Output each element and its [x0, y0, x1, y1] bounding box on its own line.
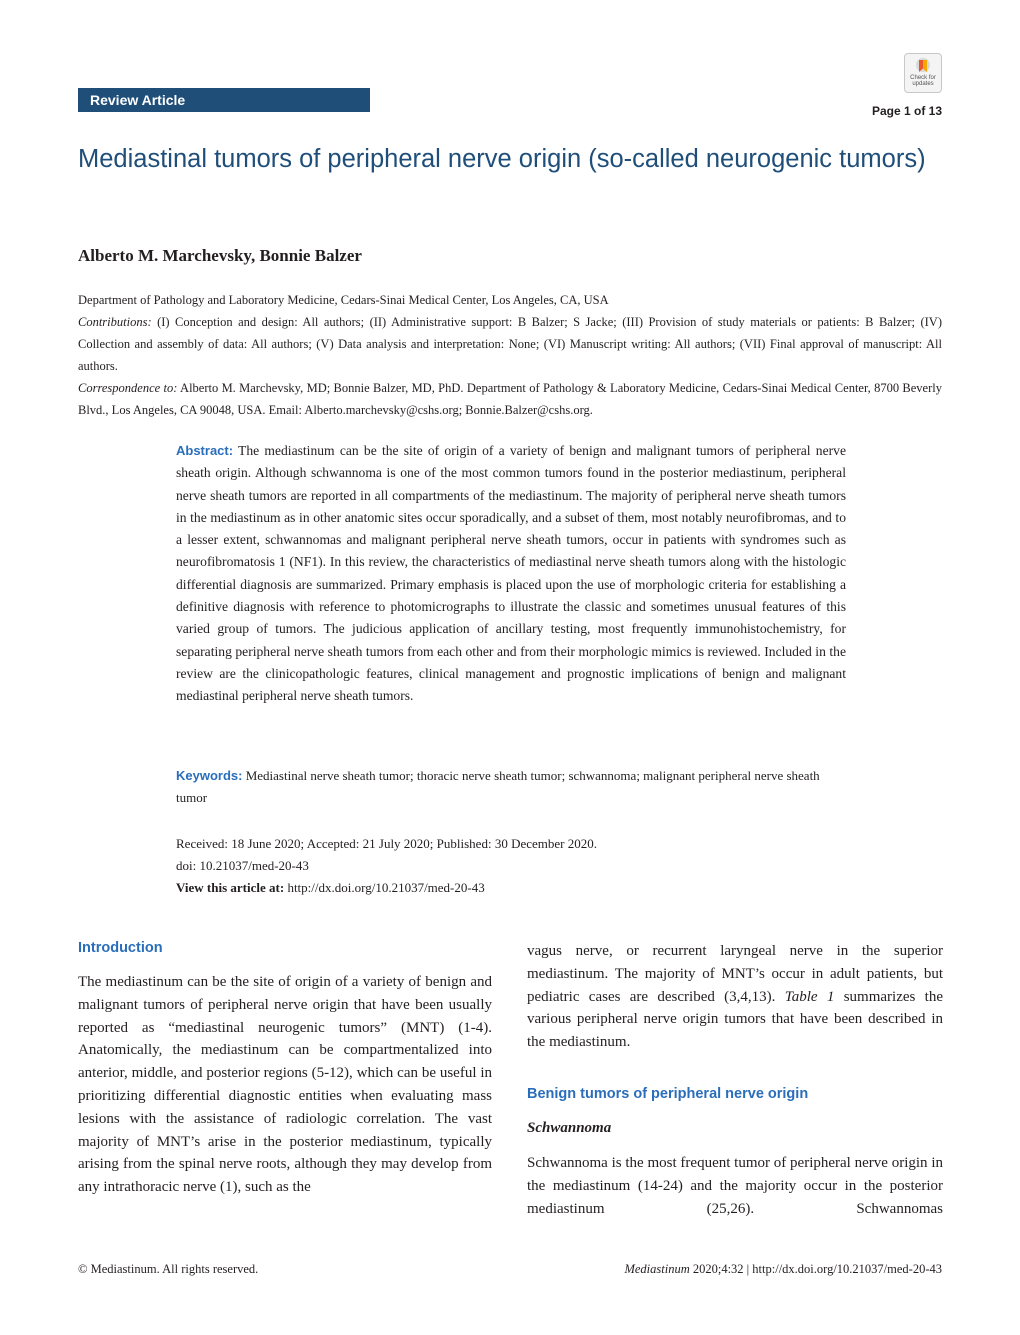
- correspondence: [78, 377, 942, 421]
- citation-text: 2020;4:32 | http://dx.doi.org/10.21037/med-20-43: [689, 1262, 942, 1276]
- article-title: Mediastinal tumors of peripheral nerve origin (so-called neurogenic tumors): [78, 145, 926, 173]
- abstract-text: The mediastinum can be the site of origin of a variety of benign and malignant tumors of peripheral nerve sheath origin. Although schwannoma is one of the most common tumors found in the posterior mediastinum, peripheral nerve sheath tumors are reported in all compartments of the mediastinum. The majority of peripheral nerve sheath tumors in the mediastinum as in other anatomic sites occur sporadically, and a subset of them, most notably neurofibromas, and to a lesser extent, schwannomas and malignant peripheral nerve sheath tumors, occur in patients with syndromes such as neurofibromatosis 1 (NF1). In this review, the characteristics of mediastinal nerve sheath tumors along with the histologic differential diagnosis are summarized. Primary emphasis is placed upon the use of morphologic criteria for establishing a definitive diagnosis with reference to photomicrographs to illustrate the classic and sometimes unusual features of this varied group of tumors. The judicious application of ancillary testing, most frequently immunohistochemistry, for separating peripheral nerve sheath tumors from each other and from their morphologic mimics is reviewed. Included in the review are the clinicopathologic features, clinical management and prognostic implications of benign and malignant mediastinal peripheral nerve sheath tumors.: [176, 443, 846, 704]
- contributions-text: (I) Conception and design: All authors; (II) Administrative support: B Balzer; S Jacke; (III) Provision of study materials or patients: B Balzer; (IV) Collection and assembly of data: All authors; (V) Data analysis and interpretation: None; (VI) Manuscript writing: All authors; (VII) Final approval of manuscript: All authors.: [78, 315, 942, 373]
- body-column-right-top: [527, 940, 943, 1054]
- intro-paragraph-continued: [527, 940, 943, 1054]
- check-updates-sublabel: updates: [912, 81, 934, 87]
- section-heading-benign-tumors: Benign tumors of peripheral nerve origin: [527, 1086, 809, 1102]
- keywords-label: Keywords:: [176, 768, 243, 783]
- contributions-label: Contributions:: [78, 315, 152, 329]
- footer-copyright: © Mediastinum. All rights reserved.: [78, 1262, 259, 1276]
- publication-dates: Received: 18 June 2020; Accepted: 21 July 2020; Published: 30 December 2020.: [176, 836, 597, 851]
- author-list: Alberto M. Marchevsky, Bonnie Balzer: [78, 246, 362, 265]
- subsection-heading-schwannoma: Schwannoma: [527, 1120, 612, 1136]
- body-column-right-bottom: [527, 1152, 943, 1220]
- affiliation: Department of Pathology and Laboratory Medicine, Cedars-Sinai Medical Center, Los Angeles, CA, USA: [78, 293, 609, 307]
- article-type-badge: Review Article: [78, 88, 370, 112]
- view-article-link[interactable]: http://dx.doi.org/10.21037/med-20-43: [284, 880, 485, 895]
- abstract: [176, 440, 846, 708]
- intro-continued-text: vagus nerve, or recurrent laryngeal nerve in the superior mediastinum. The majority of MNT’s occur in adult patients, but pediatric cases are described (3,4,13).: [527, 943, 943, 1005]
- intro-paragraph: The mediastinum can be the site of origin of a variety of benign and malignant tumors of peripheral nerve origin that have been usually reported as “mediastinal neurogenic tumors” (MNT) (1-4). Anatomically, the mediastinum can be compartmentalized into anterior, middle, and posterior regions (5-12), which can be useful in prioritizing differential diagnostic entities when evaluating mass lesions with the assistance of radiologic correlation. The vast majority of MNT’s arise in the posterior mediastinum, typically arising from the spinal nerve roots, although they may develop from any intrathoracic nerve (1), such as the: [78, 974, 492, 1196]
- journal-name: Mediastinum: [624, 1262, 690, 1276]
- body-column-left: [78, 971, 492, 1199]
- check-for-updates-button[interactable]: [904, 53, 942, 93]
- intro-continued-text-2: summarizes the various peripheral nerve origin tumors that have been described in the mediastinum.: [527, 988, 943, 1051]
- keywords: [176, 765, 846, 809]
- correspondence-label: Correspondence to:: [78, 381, 178, 395]
- abstract-label: Abstract:: [176, 443, 234, 458]
- bookmark-icon: [915, 57, 931, 75]
- schwannoma-paragraph: Schwannoma is the most frequent tumor of peripheral nerve origin in the mediastinum (14-24) and the majority occur in the posterior mediastinum (25,26). Schwannomas: [527, 1155, 943, 1217]
- doi: doi: 10.21037/med-20-43: [176, 858, 309, 873]
- page-number: Page 1 of 13: [871, 104, 942, 118]
- keywords-text: Mediastinal nerve sheath tumor; thoracic nerve sheath tumor; schwannoma; malignant peripheral nerve sheath tumor: [176, 768, 820, 805]
- affiliation-block: [78, 289, 942, 421]
- footer-citation: [624, 1262, 942, 1277]
- table-reference[interactable]: Table 1: [784, 988, 835, 1005]
- correspondence-text: Alberto M. Marchevsky, MD; Bonnie Balzer, MD, PhD. Department of Pathology & Laboratory Medicine, Cedars-Sinai Medical Center, 8700 Beverly Blvd., Los Angeles, CA 90048, USA. Email: Alberto.marchevsky@cshs.org; Bonnie.Balzer@cshs.org.: [78, 381, 942, 417]
- contributions: [78, 311, 942, 377]
- publication-meta: [176, 833, 846, 899]
- view-article-label: View this article at:: [176, 880, 285, 895]
- section-heading-introduction: Introduction: [78, 940, 163, 956]
- check-updates-label: Check for: [910, 75, 936, 81]
